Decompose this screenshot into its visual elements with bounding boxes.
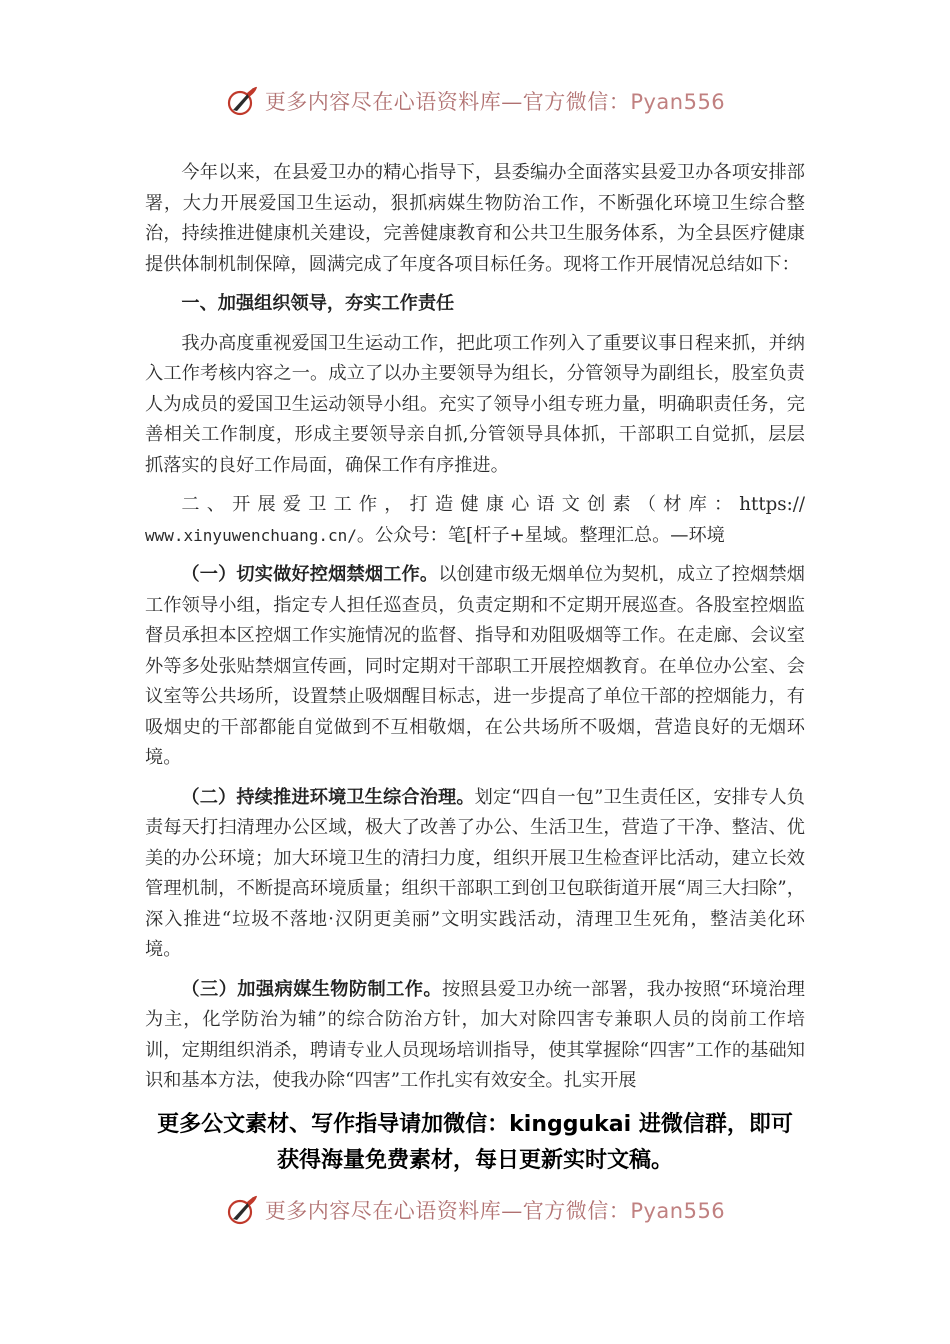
- promo-line-2: 获得海量免费素材，每日更新实时文稿。: [276, 1148, 673, 1173]
- quill-logo-icon: [225, 1193, 259, 1227]
- document-body: [145, 158, 805, 1097]
- item1-paragraph: [145, 560, 805, 774]
- source-url: www.xinyuwenchuang.cn/: [145, 525, 357, 545]
- section2-heading: 二、开展爱卫工作，打造健康心语文创素（材库：https://: [181, 494, 805, 515]
- item1-body: 以创建市级无烟单位为契机，成立了控烟禁烟工作领导小组，指定专人担任巡查员，负责定期和不定期开展巡查。各股室控烟监督员承担本区控烟工作实施情况的监督、指导和劝阻吸烟等工作。在走廊、会议室外等多处张贴禁烟宣传画，同时定期对干部职工开展控烟教育。在单位办公室、会议室等公共场所，设置禁止吸烟醒目标志，进一步提高了单位干部的控烟能力，有吸烟史的干部都能自觉做到不互相敬烟，在公共场所不吸烟，营造良好的无烟环境。: [145, 564, 805, 768]
- banner-wechat-id: Pyan556: [630, 90, 726, 114]
- banner-wechat-id: Pyan556: [630, 1199, 726, 1223]
- banner-text: 更多内容尽在心语资料库—官方微信：Pyan556: [264, 1199, 726, 1223]
- item3-lead: （三）加强病媒生物防制工作。: [181, 978, 442, 1000]
- item3-body: 按照县爱卫办统一部署，我办按照“环境治理为主，化学防治为辅”的综合防治方针，加大对除四害专兼职人员的岗前工作培训，定期组织消杀，聘请专业人员现场培训指导，使其掌握除“四害”工作的基础知识和基本方法，使我办除“四害”工作扎实有效安全。扎实开展: [145, 978, 805, 1091]
- item1-lead: （一）切实做好控烟禁烟工作。: [181, 564, 439, 585]
- item2-paragraph: [145, 783, 805, 966]
- section1-body: 我办高度重视爱国卫生运动工作，把此项工作列入了重要议事日程来抓，并纳入工作考核内容之一。成立了以办主要领导为组长，分管领导为副组长，股室负责人为成员的爱国卫生运动领导小组。充实了领导小组专班力量，明确职责任务，完善相关工作制度，形成主要领导亲自抓,分管领导具体抓，干部职工自觉抓，层层抓落实的良好工作局面，确保工作有序推进。: [145, 332, 805, 476]
- header-banner: [0, 84, 950, 118]
- item2-lead: （二）持续推进环境卫生综合治理。: [181, 786, 475, 808]
- item2-body: 划定“四自一包”卫生责任区，安排专人负责每天打扫清理办公区域，极大了改善了办公、生活卫生，营造了干净、整洁、优美的办公环境；加大环境卫生的清扫力度，组织开展卫生检查评比活动，建立长效管理机制，不断提高环境质量；组织干部职工到创卫包联街道开展“周三大扫除”，深入推进“垃圾不落地·汉阴更美丽”文明实践活动，清理卫生死角，整洁美化环境。: [145, 786, 805, 960]
- banner-text: 更多内容尽在心语资料库—官方微信：Pyan556: [264, 90, 726, 114]
- item3-paragraph: [145, 975, 805, 1097]
- section2-heading-cont: www.xinyuwenchuang.cn/。公众号：笔[杆子+星域。整理汇总。—环境: [145, 524, 725, 546]
- intro-paragraph: 今年以来，在县爱卫办的精心指导下，县委编办全面落实县爱卫办各项安排部署，大力开展爱国卫生运动，狠抓病媒生物防治工作，不断强化环境卫生综合整治，持续推进健康机关建设，完善健康教育和公共卫生服务体系，为全县医疗健康提供体制机制保障，圆满完成了年度各项目标任务。现将工作开展情况总结如下：: [145, 162, 805, 275]
- section1-heading: 一、加强组织领导，夯实工作责任: [181, 293, 455, 314]
- promo-block: [0, 1107, 950, 1179]
- promo-line-1: 更多公文素材、写作指导请加微信：kinggukai 进微信群，即可: [157, 1112, 793, 1137]
- footer-banner: [0, 1193, 950, 1227]
- quill-logo-icon: [225, 84, 259, 118]
